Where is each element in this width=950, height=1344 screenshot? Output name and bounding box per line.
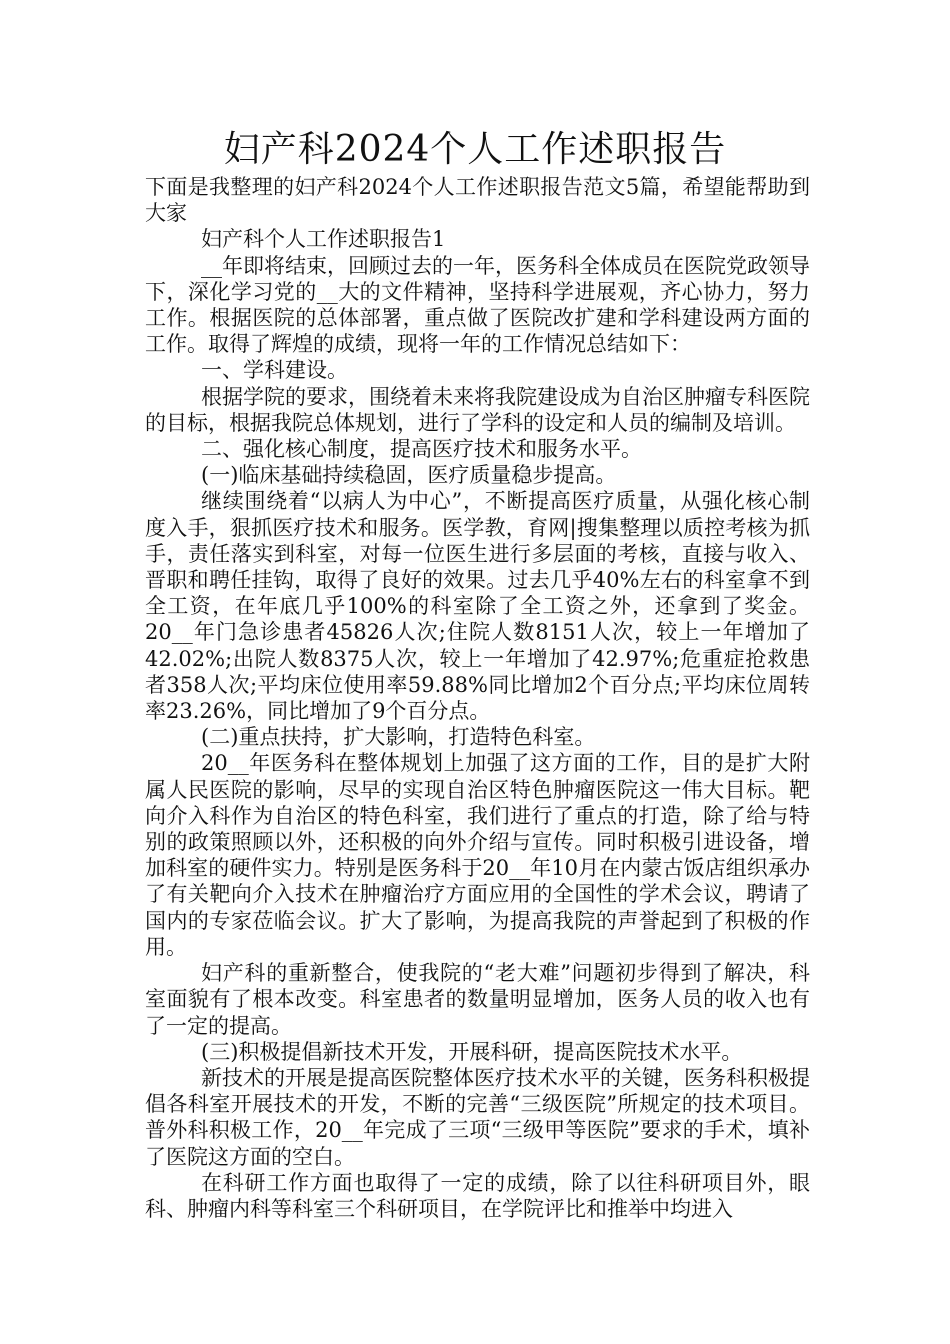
document-body bbox=[145, 174, 810, 1222]
paragraph: 根据学院的要求，围绕着未来将我院建设成为自治区肿瘤专科医院的目标，根据我院总体规划，进行了学科的设定和人员的编制及培训。 bbox=[145, 384, 810, 435]
paragraph: (一)临床基础持续稳固，医疗质量稳步提高。 bbox=[201, 463, 617, 488]
paragraph: __年即将结束，回顾过去的一年，医务科全体成员在医院党政领导下，深化学习党的__大的文件精神，坚持科学进展观，齐心协力，努力工作。根据医院的总体部署，重点做了医院改扩建和学科建设两方面的工作。取得了辉煌的成绩，现将一年的工作情况总结如下： bbox=[145, 253, 810, 357]
paragraph: 下面是我整理的妇产科2024个人工作述职报告范文5篇，希望能帮助到大家 bbox=[145, 175, 810, 226]
paragraph: 新技术的开展是提高医院整体医疗技术水平的关键，医务科积极提倡各科室开展技术的开发，不断的完善“三级医院”所规定的技术项目。普外科积极工作，20__年完成了三项“三级甲等医院”要求的手术，填补了医院这方面的空白。 bbox=[145, 1065, 810, 1169]
paragraph: 妇产科的重新整合，使我院的“老大难”问题初步得到了解决，科室面貌有了根本改变。科室患者的数量明显增加，医务人员的收入也有了一定的提高。 bbox=[145, 961, 810, 1038]
document-title: 妇产科2024个人工作述职报告 bbox=[223, 129, 727, 170]
paragraph: 妇产科个人工作述职报告1 bbox=[201, 227, 446, 252]
paragraph: (三)积极提倡新技术开发，开展科研，提高医院技术水平。 bbox=[201, 1039, 743, 1064]
paragraph: (二)重点扶持，扩大影响，打造特色科室。 bbox=[201, 725, 596, 750]
paragraph: 20__年医务科在整体规划上加强了这方面的工作，目的是扩大附属人民医院的影响，尽早的实现自治区特色肿瘤医院这一伟大目标。靶向介入科作为自治区的特色科室，我们进行了重点的打造，除了给与特别的政策照顾以外，还积极的向外介绍与宣传。同时积极引进设备，增加科室的硬件实力。特别是医务科于20__年10月在内蒙古饭店组织承办了有关靶向介入技术在肿瘤治疗方面应用的全国性的学术会议，聘请了国内的专家莅临会议。扩大了影响，为提高我院的声誉起到了积极的作用。 bbox=[145, 751, 810, 959]
paragraph: 继续围绕着“以病人为中心”，不断提高医疗质量，从强化核心制度入手，狠抓医疗技术和服务。医学教，育网|搜集整理以质控考核为抓手，责任落实到科室，对每一位医生进行多层面的考核，直接与收入、晋职和聘任挂钩，取得了良好的效果。过去几乎40%左右的科室拿不到全工资，在年底几乎100%的科室除了全工资之外，还拿到了奖金。20__年门急诊患者45826人次;住院人数8151人次，较上一年增加了42.02%;出院人数8375人次，较上一年增加了42.97%;危重症抢救患者358人次;平均床位使用率59.88%同比增加2个百分点;平均床位周转率23.26%，同比增加了9个百分点。 bbox=[145, 489, 810, 724]
paragraph: 在科研工作方面也取得了一定的成绩，除了以往科研项目外，眼科、肿瘤内科等科室三个科研项目，在学院评比和推举中均进入 bbox=[145, 1170, 810, 1221]
paragraph: 一、学科建设。 bbox=[201, 358, 348, 383]
paragraph: 二、强化核心制度，提高医疗技术和服务水平。 bbox=[201, 437, 642, 462]
